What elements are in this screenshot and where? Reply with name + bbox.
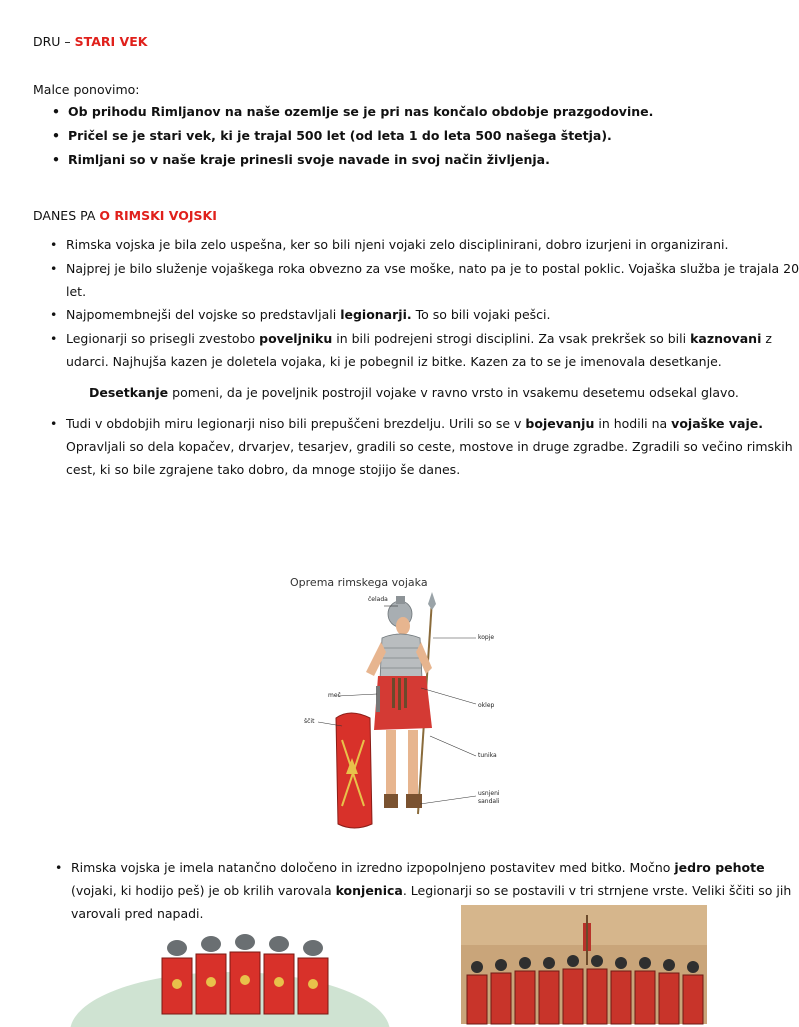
label-mec: meč [328, 692, 341, 699]
list-item-continuation: varovali pred napadi. [71, 906, 204, 921]
list-item-continuation: Opravljali so dela kopačev, drvarjev, tesarjev, gradili so ceste, mostove in druge zgradbe. Zgradili so večino rimskih [66, 439, 793, 454]
section-heading: DANES PA O RIMSKI VOJSKI [33, 208, 217, 223]
list-item-continuation: (vojaki, ki hodijo peš) je ob krilih varovala konjenica. Legionarji so se postavili v tri strnjene vrste. Veliki ščiti so jih [71, 883, 792, 898]
label-tunika: tunika [478, 752, 497, 759]
recap-intro: Malce ponovimo: [33, 82, 140, 97]
list-item-continuation: cest, ki so bile zgrajene tako dobro, da mnoge stojijo še danes. [66, 462, 461, 477]
section-highlight: O RIMSKI VOJSKI [99, 208, 217, 223]
list-item: • Legionarji so prisegli zvestobo poveljniku in bili podrejeni strogi disciplini. Za vsak prekršek so bili kaznovani z [50, 331, 772, 346]
list-item: • Tudi v obdobjih miru legionarji niso bili prepuščeni brezdelju. Urili so se v bojevanju in hodili na vojaške vaje. [50, 416, 763, 431]
document-title: DRU – STARI VEK [33, 34, 148, 49]
label-scit: ščit [304, 718, 315, 725]
label-sandali-2: sandali [478, 798, 500, 805]
list-item-continuation: udarci. Najhujša kazen je doletela vojaka, ki je pobegnil iz bitke. Kazen za to se je imenovala desetkanje. [66, 354, 722, 369]
label-kopje: kopje [478, 634, 495, 641]
list-item: • Rimska vojska je imela natančno določeno in izredno izpopolnjeno postavitev med bitko. Močno jedro pehote [55, 860, 765, 875]
list-item: • Najpomembnejši del vojske so predstavljali legionarji. To so bili vojaki pešci. [50, 307, 551, 322]
soldier-figure [280, 568, 520, 838]
list-item-continuation: let. [66, 284, 87, 299]
list-item: • Pričel se je stari vek, ki je trajal 500 let (od leta 1 do leta 500 našega štetja). [52, 128, 612, 143]
label-sandali-1: usnjeni [478, 790, 500, 797]
list-item: • Rimska vojska je bila zelo uspešna, ker so bili njeni vojaki zelo disciplinirani, dobro izurjeni in organizirani. [50, 237, 729, 252]
testudo-illustration [80, 922, 380, 1024]
figure-title: Oprema rimskega vojaka [290, 576, 428, 589]
title-highlight: STARI VEK [74, 34, 148, 49]
list-item: • Najprej je bilo služenje vojaškega roka obvezno za vse moške, nato pa je to postal poklic. Vojaška služba je trajala 20 [50, 261, 799, 276]
definition: Desetkanje pomeni, da je poveljnik postrojil vojake v ravno vrsto in vsakemu desetemu odsekal glavo. [89, 385, 739, 400]
label-celada: čelada [368, 596, 388, 603]
list-item: • Ob prihodu Rimljanov na naše ozemlje se je pri nas končalo obdobje prazgodovine. [52, 104, 654, 119]
list-item: • Rimljani so v naše kraje prinesli svoje navade in svoj način življenja. [52, 152, 550, 167]
label-oklep: oklep [478, 702, 495, 709]
legion-photo [461, 905, 707, 1024]
